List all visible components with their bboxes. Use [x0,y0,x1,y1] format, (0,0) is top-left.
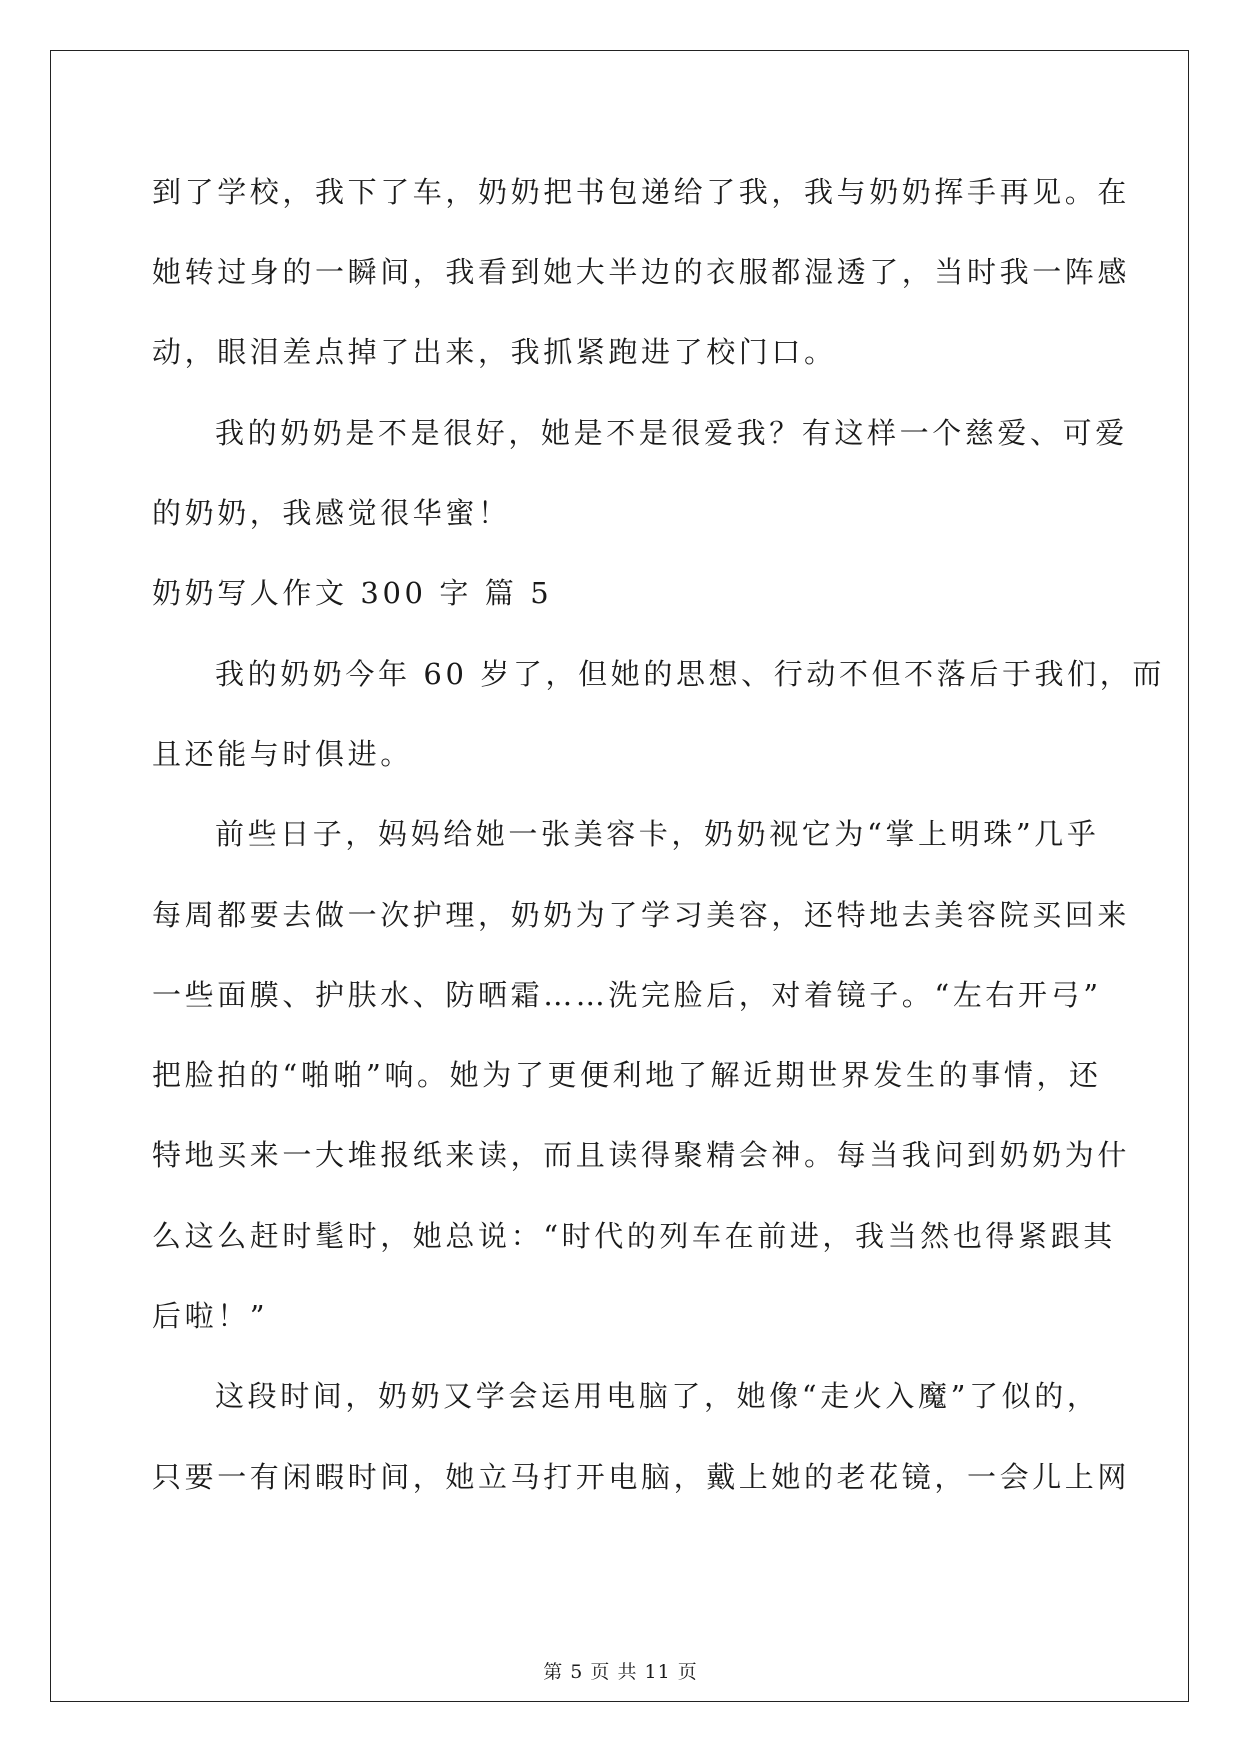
paragraph-line: 她转过身的一瞬间，我看到她大半边的衣服都湿透了，当时我一阵感 [152,255,1131,289]
paragraph-line: 么这么赶时髦时，她总说：“时代的列车在前进，我当然也得紧跟其 [152,1219,1116,1253]
paragraph-line: 且还能与时俱进。 [152,737,413,771]
paragraph-line: 动，眼泪差点掉了出来，我抓紧跑进了校门口。 [152,335,837,369]
section-heading: 奶奶写人作文 300 字 篇 5 [152,576,553,610]
paragraph-line: 的奶奶，我感觉很华蜜！ [152,496,511,530]
paragraph-line: 后啦！” [152,1299,269,1333]
paragraph-line: 这段时间，奶奶又学会运用电脑了，她像“走火入魔”了似的， [215,1379,1100,1413]
paragraph-line: 只要一有闲暇时间，她立马打开电脑，戴上她的老花镜，一会儿上网 [152,1460,1131,1494]
paragraph-line: 到了学校，我下了车，奶奶把书包递给了我，我与奶奶挥手再见。在 [152,175,1131,209]
paragraph-line: 一些面膜、护肤水、防晒霜……洗完脸后，对着镜子。“左右开弓” [152,978,1102,1012]
page-number-footer: 第 5 页 共 11 页 [543,1661,698,1683]
paragraph-line: 特地买来一大堆报纸来读，而且读得聚精会神。每当我问到奶奶为什 [152,1138,1131,1172]
paragraph-line: 我的奶奶是不是很好，她是不是很爱我？有这样一个慈爱、可爱 [215,416,1128,450]
paragraph-line: 把脸拍的“啪啪”响。她为了更便利地了解近期世界发生的事情，还 [152,1058,1102,1092]
paragraph-line: 我的奶奶今年 60 岁了，但她的思想、行动不但不落后于我们，而 [215,657,1165,691]
paragraph-line: 前些日子，妈妈给她一张美容卡，奶奶视它为“掌上明珠”几乎 [215,817,1100,851]
paragraph-line: 每周都要去做一次护理，奶奶为了学习美容，还特地去美容院买回来 [152,898,1131,932]
page-border [50,50,1189,1702]
